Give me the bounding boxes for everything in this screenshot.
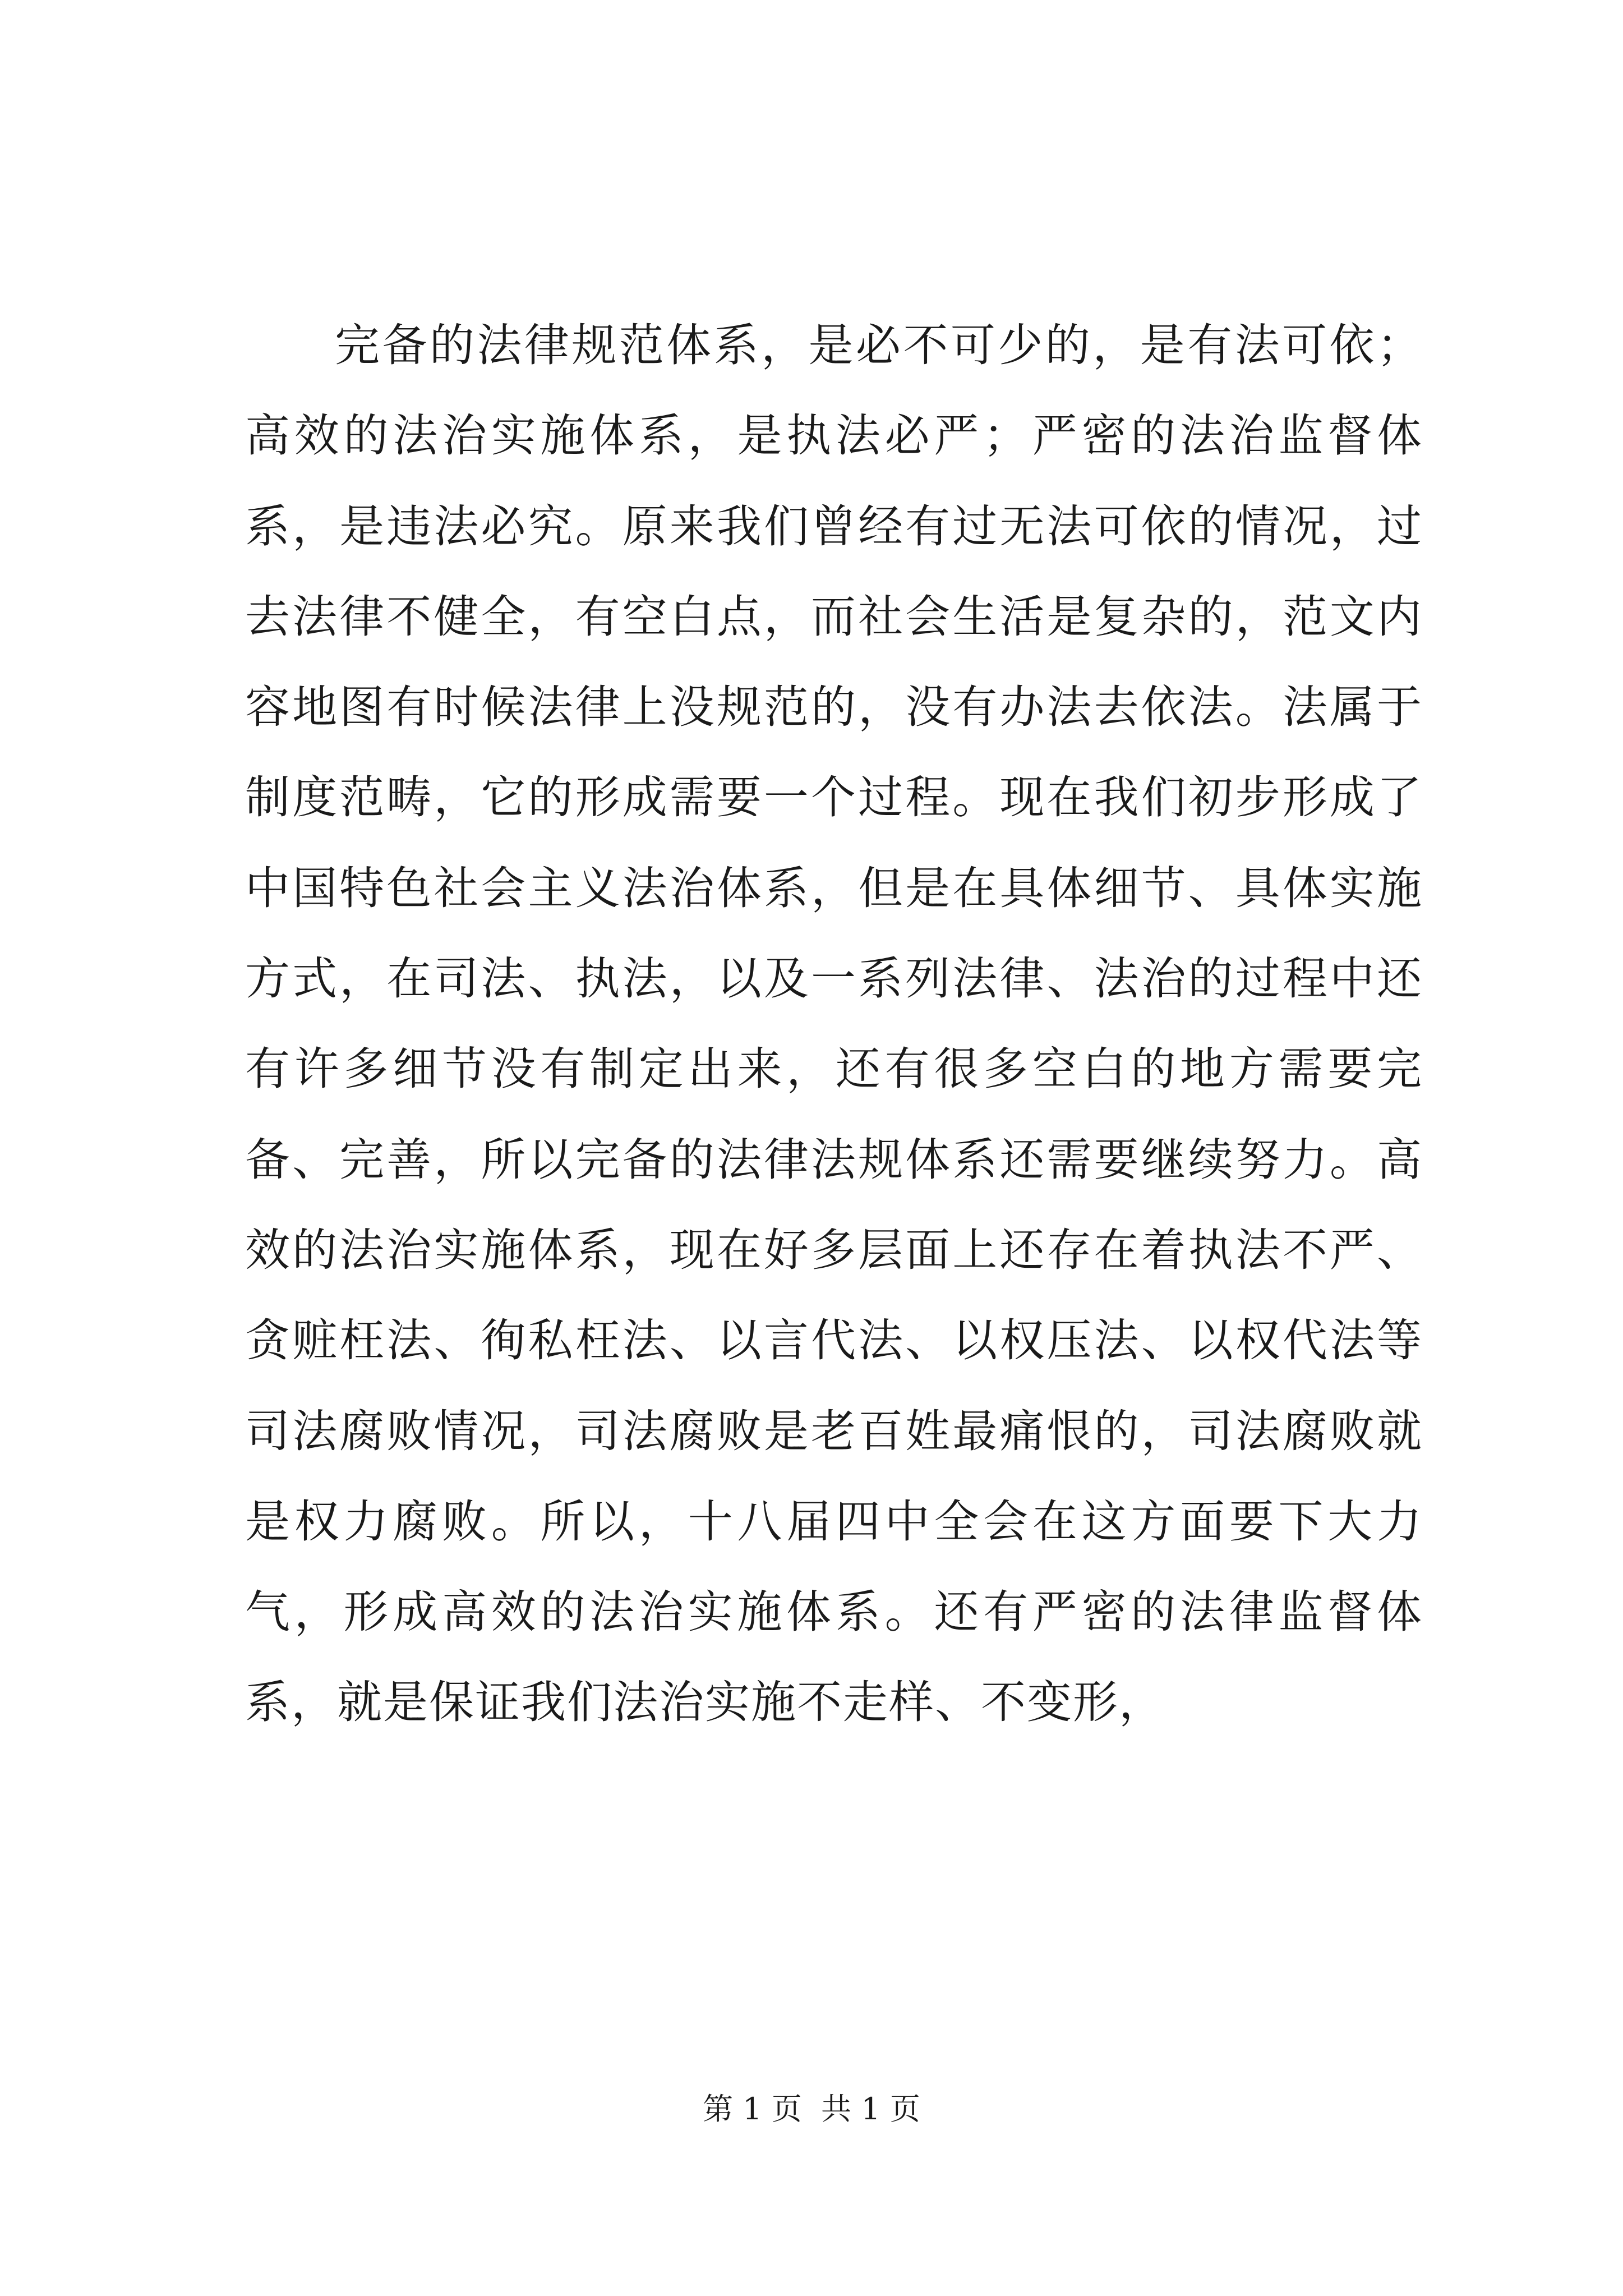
body-paragraph: 完备的法律规范体系，是必不可少的，是有法可依；高效的法治实施体系，是执法必严；严密的法治监督体系，是违法必究。原来我们曾经有过无法可依的情况，过去法律不健全，有空白点，而社会生活是复杂的，范文内容地图有时候法律上没规范的，没有办法去依法。法属于制度范畴，它的形成需要一个过程。现在我们初步形成了中国特色社会主义法治体系，但是在具体细节、具体实施方式，在司法、执法，以及一系列法律、法治的过程中还有许多细节没有制定出来，还有很多空白的地方需要完备、完善，所以完备的法律法规体系还需要继续努力。高效的法治实施体系，现在好多层面上还存在着执法不严、贪赃枉法、徇私枉法、以言代法、以权压法、以权代法等司法腐败情况，司法腐败是老百姓最痛恨的，司法腐败就是权力腐败。所以，十八届四中全会在这方面要下大力气，形成高效的法治实施体系。还有严密的法律监督体系，就是保证我们法治实施不走样、不变形， <box>245 319 1423 1729</box>
page-footer: 第 1 页 共 1 页 <box>703 2091 920 2127</box>
